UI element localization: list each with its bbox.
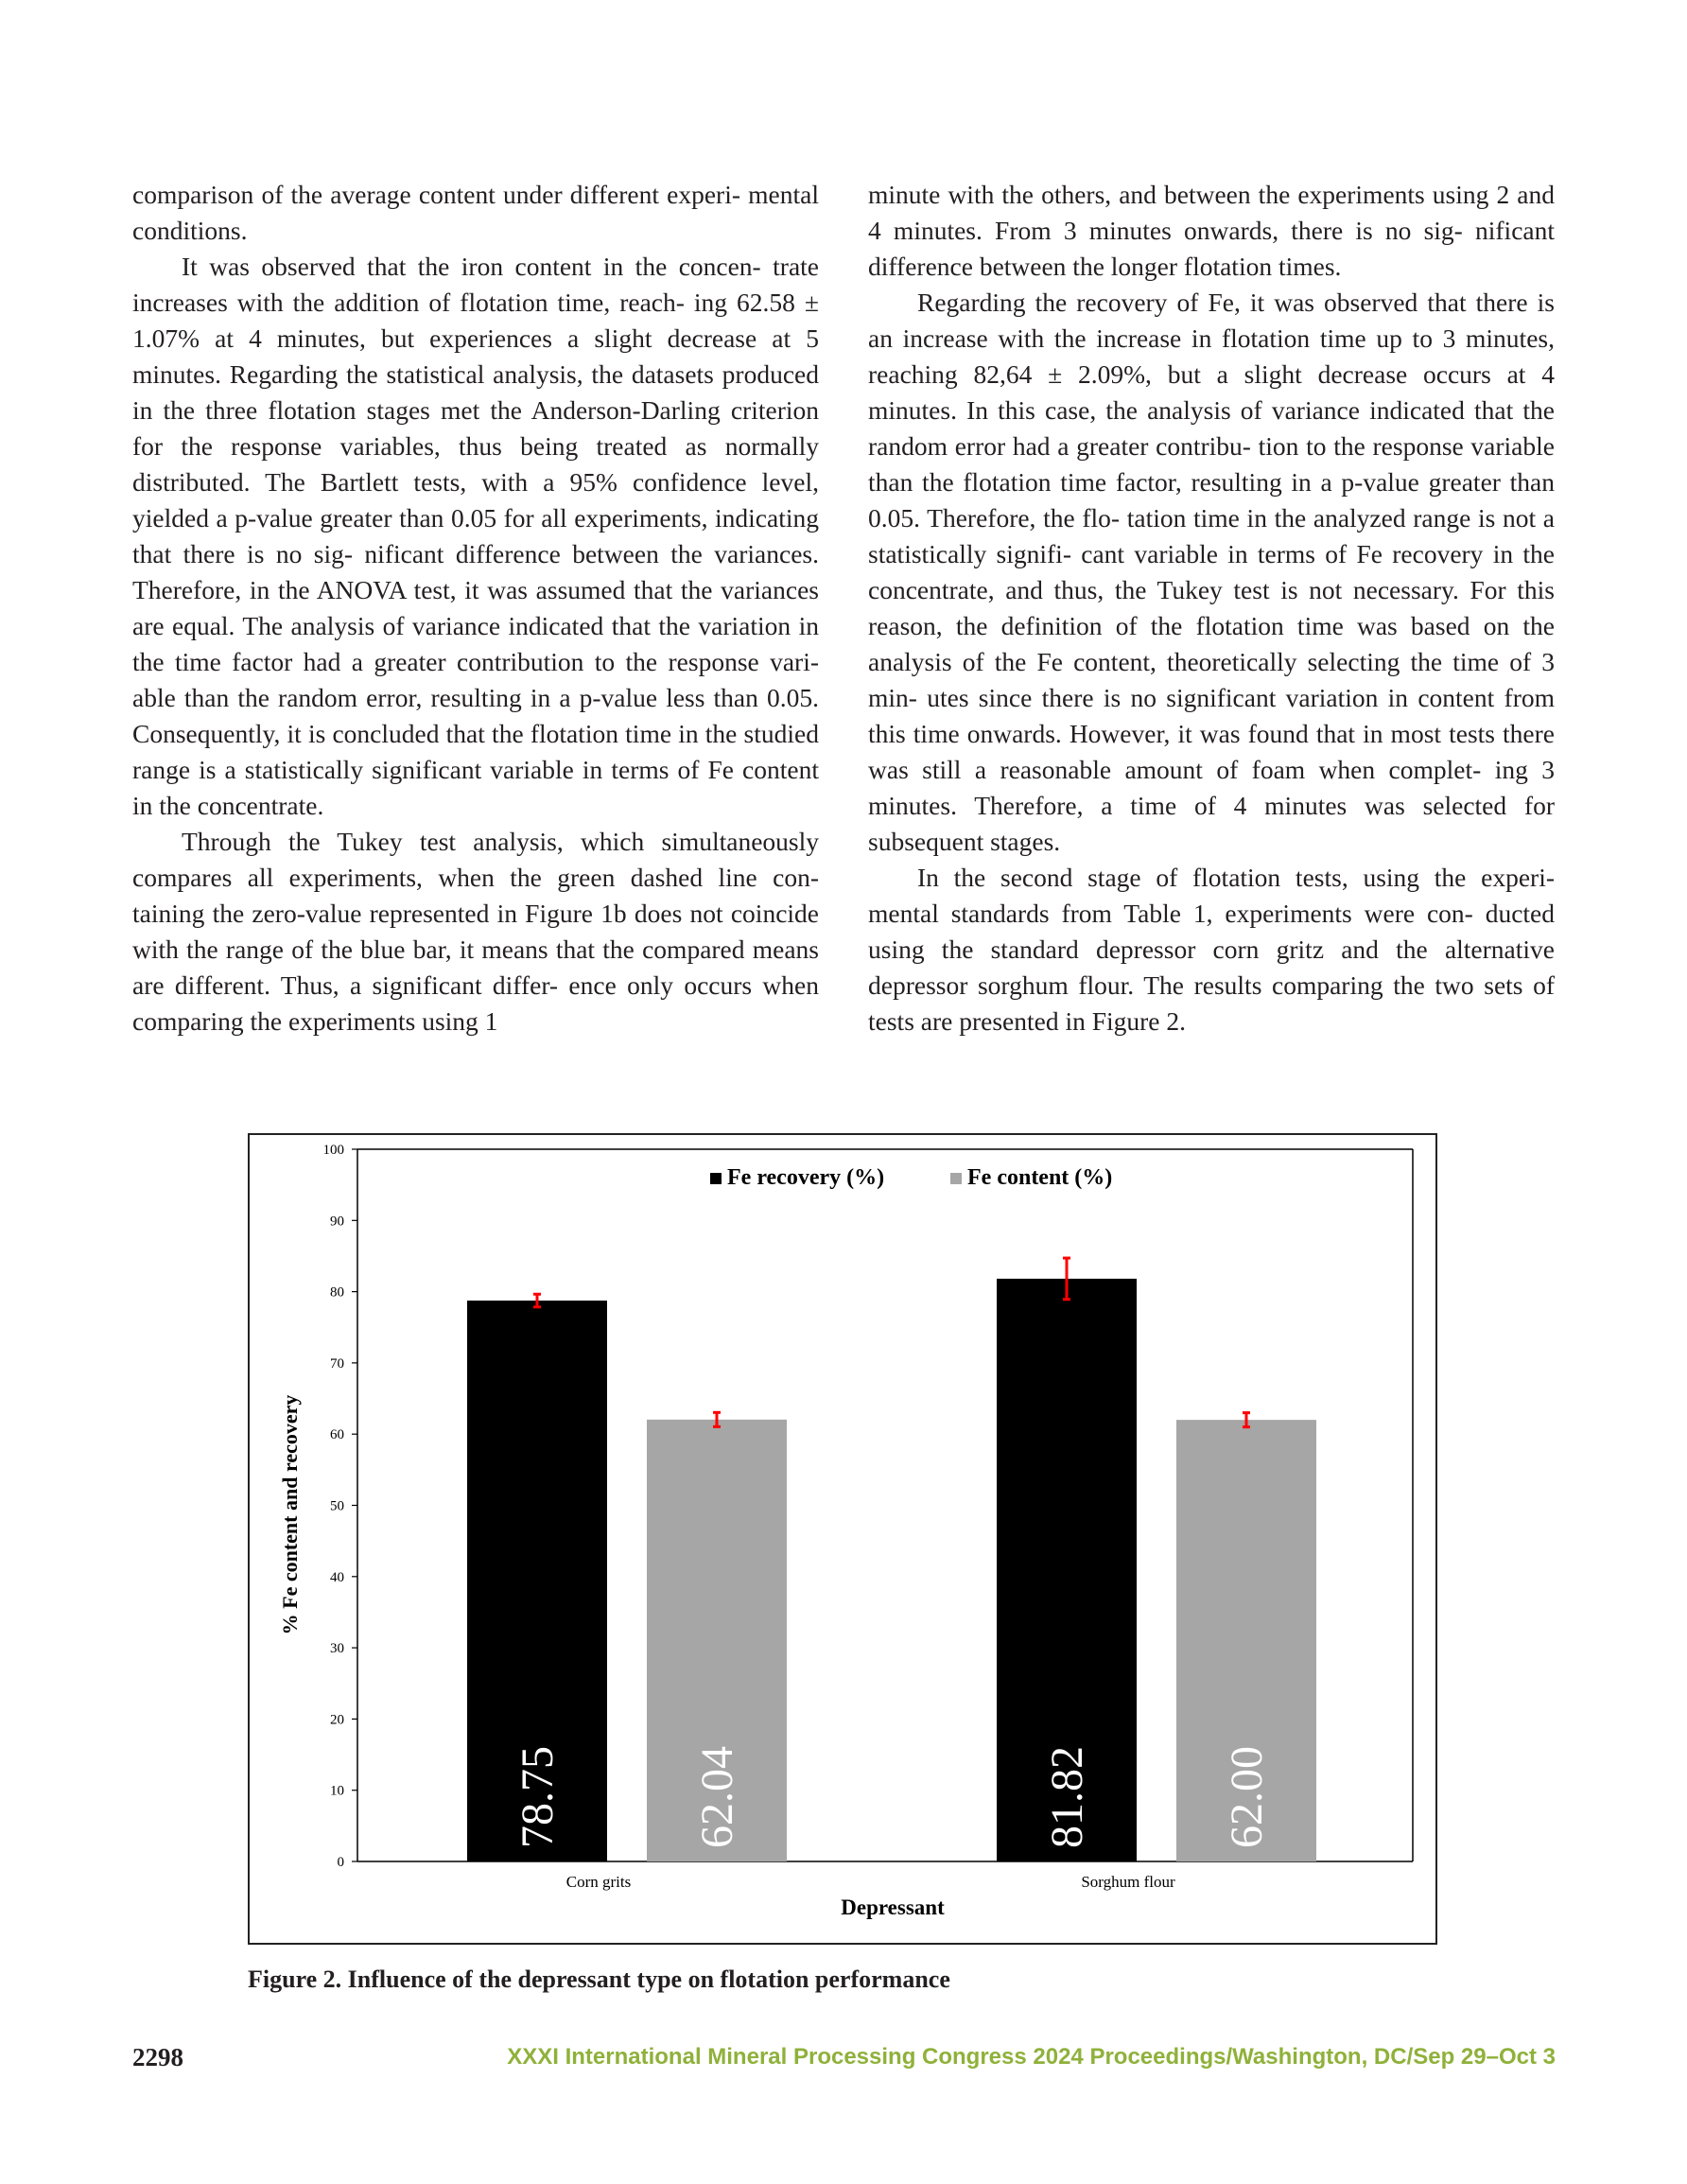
y-tick-label: 90 [330,1214,344,1230]
x-category-label: Corn grits [565,1873,632,1891]
x-category-label: Sorghum flour [1081,1873,1175,1891]
x-axis-label: Depressant [841,1896,945,1919]
y-tick-label: 70 [330,1355,344,1372]
y-tick-label: 100 [322,1143,344,1158]
paragraph: comparison of the average content under different experi- mental conditions. [132,180,819,245]
bar-value-label: 62.04 [692,1746,742,1848]
legend-swatch [710,1173,722,1184]
legend-swatch [950,1173,962,1184]
legend-label: Fe recovery (%) [727,1165,885,1190]
paragraph: In the second stage of flotation tests, using the experi- mental standards from Table 1, experiments were con- ducted using the standard depressor corn gritz and the alternative depressor sorghum flour. The results comparing the two sets of tests are presented in Figure 2. [868,863,1555,1036]
figure-caption: Figure 2. Influence of the depressant type on flotation performance [248,1966,950,1993]
bar-value-label: 78.75 [513,1746,563,1848]
y-tick-label: 60 [330,1427,344,1443]
right-text-column [868,177,1555,1040]
bar-value-label: 81.82 [1042,1746,1092,1848]
y-tick-label: 20 [330,1712,344,1728]
proceedings-footer: XXXI International Mineral Processing Congress 2024 Proceedings/Washington, DC/Sep 29–Oct 3 [507,2044,1556,2070]
paragraph: It was observed that the iron content in the concen- trate increases with the addition of flotation time, reach- ing 62.58 ± 1.07% at 4 minutes, but experiences a slight decrease at 5 minutes. Regarding the statistical analysis, the datasets produced in the three flotation stages met the Anderson-Darling criterion for the response variables, thus being treated as normally distributed. The Bartlett tests, with a 95% confidence level, yielded a p-value greater than 0.05 for all experiments, indicating that there is no sig- nificant difference between the variances. Therefore, in the ANOVA test, it was assumed that the variances are equal. The analysis of variance indicated that the variation in the time factor had a greater contribution to the response vari- able than the random error, resulting in a p-value less than 0.05. Consequently, it is concluded that the flotation time in the studied range is a statistically significant variable in terms of Fe content in the concentrate. [132,252,819,820]
y-tick-label: 40 [330,1569,344,1585]
y-axis-label: % Fe content and recovery [278,1394,302,1635]
bar-chart [250,1135,1435,1943]
paragraph: Regarding the recovery of Fe, it was observed that there is an increase with the increase in flotation time up to 3 minutes, reaching 82,64 ± 2.09%, but a slight decrease occurs at 4 minutes. In this case, the analysis of variance indicated that the random error had a greater contribu- tion to the response variable than the flotation time factor, resulting in a p-value greater than 0.05. Therefore, the flo- tation time in the analyzed range is not a statistically signifi- cant variable in terms of Fe recovery in the concentrate, and thus, the Tukey test is not necessary. For this reason, the definition of the flotation time was based on the analysis of the Fe content, theoretically selecting the time of 3 min- utes since there is no significant variation in content from this time onwards. However, it was found that in most tests there was still a reasonable amount of foam when complet- ing 3 minutes. Therefore, a time of 4 minutes was selected for subsequent stages. [868,288,1555,856]
page-number: 2298 [132,2043,183,2071]
left-text-column [132,177,819,1040]
y-tick-label: 30 [330,1641,344,1657]
y-tick-label: 0 [337,1855,344,1870]
figure-2-frame [248,1133,1437,1945]
paragraph: minute with the others, and between the experiments using 2 and 4 minutes. From 3 minutes onwards, there is no sig- nificant difference between the longer flotation times. [868,180,1555,281]
y-tick-label: 50 [330,1498,344,1514]
paragraph: Through the Tukey test analysis, which simultaneously compares all experiments, when the green dashed line con- taining the zero-value represented in Figure 1b does not coincide with the range of the blue bar, it means that the compared means are different. Thus, a significant differ- ence only occurs when comparing the experiments using 1 [132,827,819,1036]
y-tick-label: 80 [330,1284,344,1301]
bar-value-label: 62.00 [1222,1746,1272,1848]
y-tick-label: 10 [330,1783,344,1799]
legend-label: Fe content (%) [967,1165,1113,1190]
